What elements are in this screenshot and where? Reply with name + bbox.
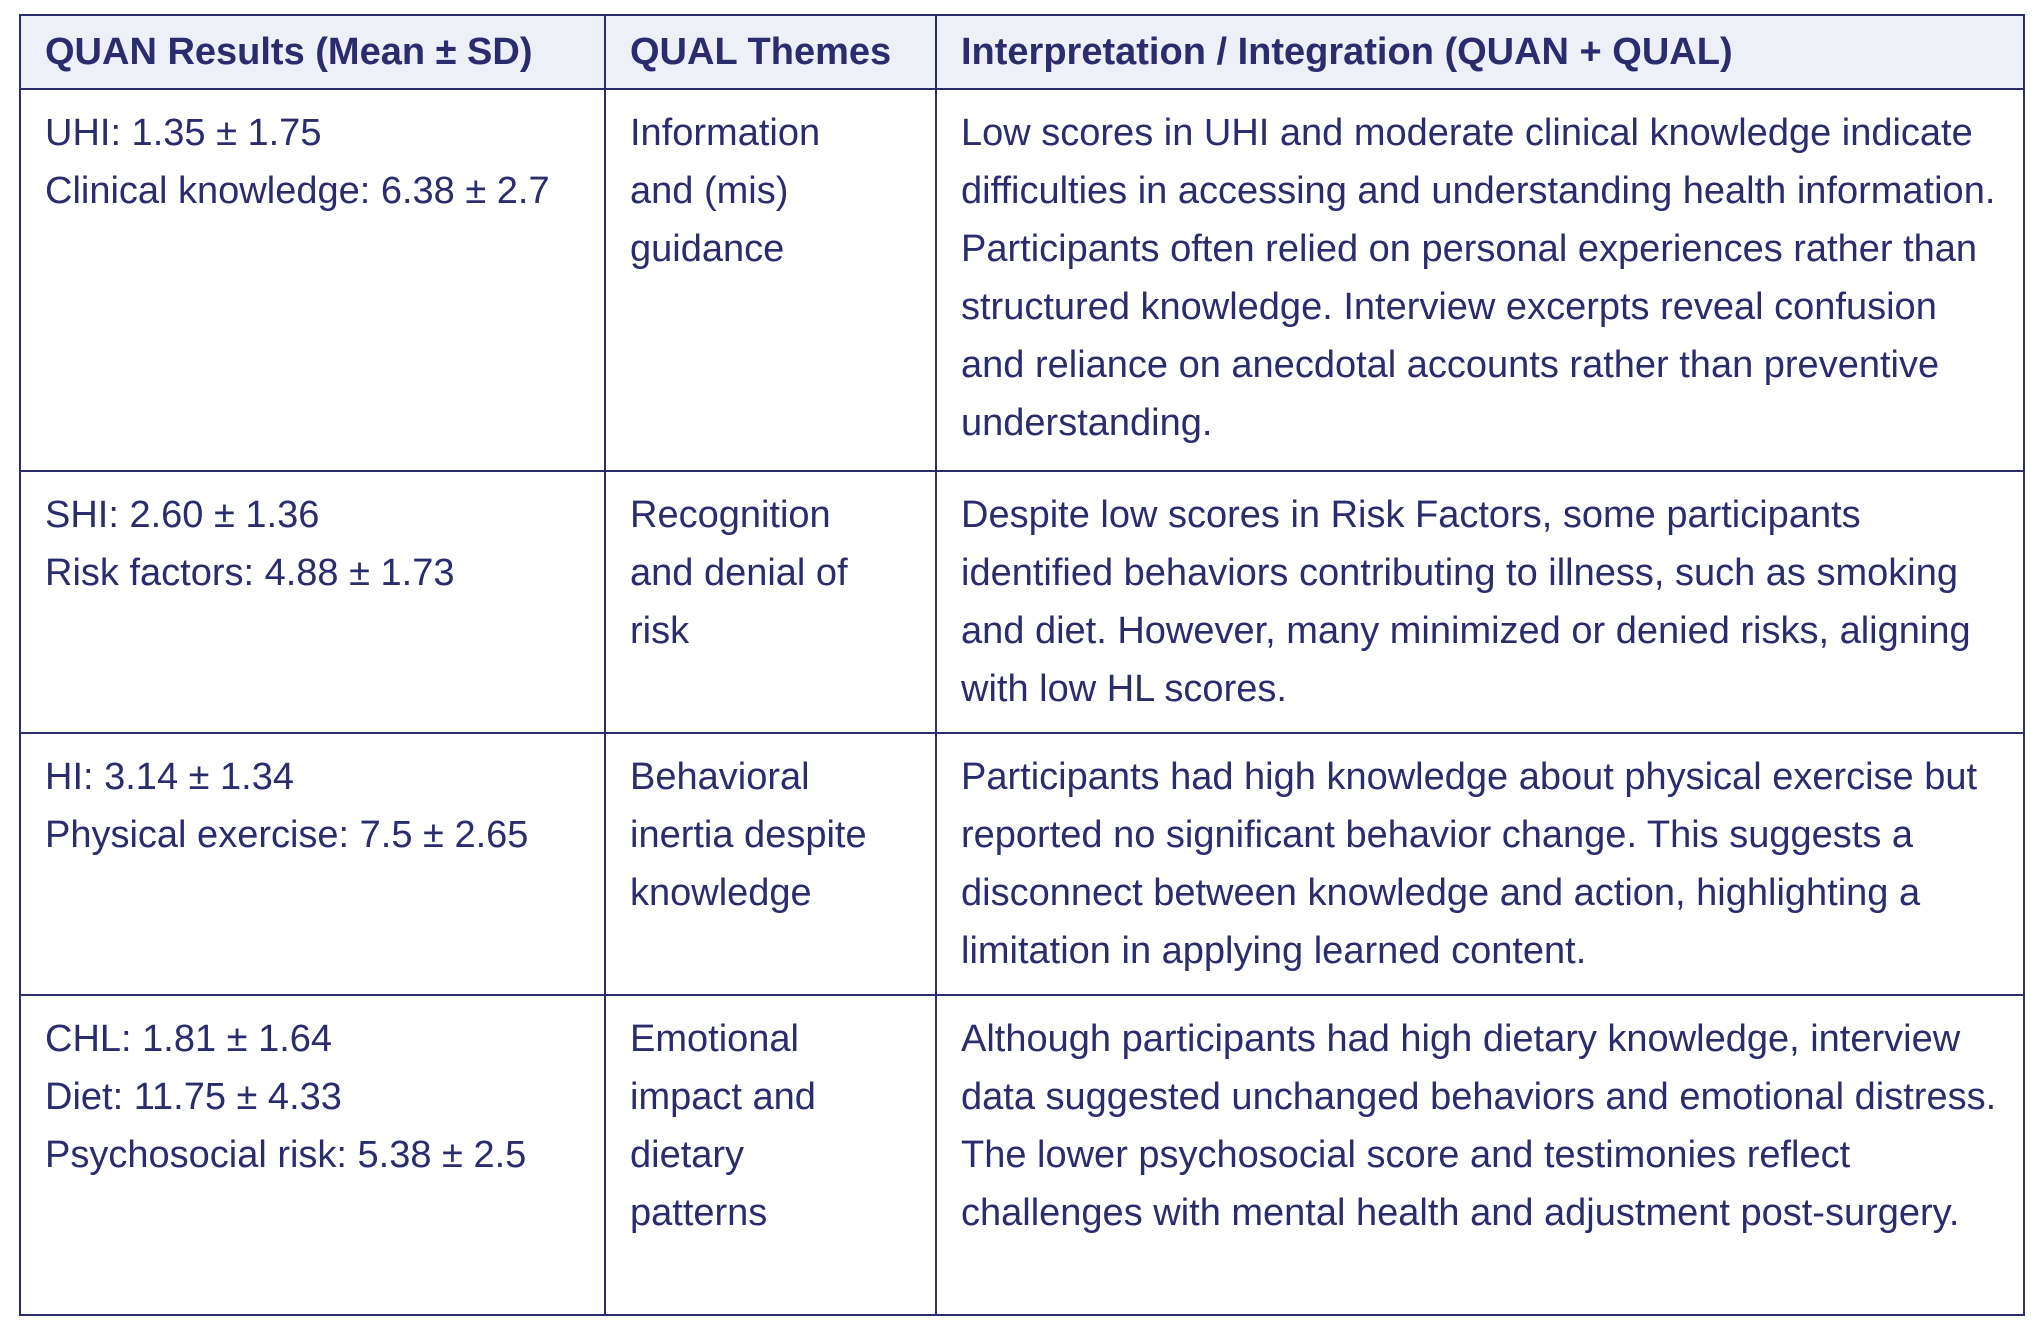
quan-value: Risk factors: 4.88 ± 1.73 bbox=[45, 552, 455, 594]
qual-cell bbox=[605, 733, 936, 995]
qual-cell bbox=[605, 471, 936, 733]
header-row bbox=[20, 15, 2024, 89]
quan-cell bbox=[20, 733, 605, 995]
table-row bbox=[20, 995, 2024, 1315]
interpretation-text: Low scores in UHI and moderate clinical knowledge indicate difficulties in accessing and understanding health information. Participants often relied on personal experiences rather than structured knowledge. Interview excerpts reveal confusion and reliance on anecdotal accounts rather than preventive understanding. bbox=[961, 112, 1996, 444]
interpretation-text: Although participants had high dietary knowledge, interview data suggested unchanged behaviors and emotional distress. The lower psychosocial score and testimonies reflect challenges with mental health and adjustment post-surgery. bbox=[961, 1018, 1997, 1234]
interpretation-cell bbox=[936, 471, 2024, 733]
table-body bbox=[20, 89, 2024, 1315]
qual-cell bbox=[605, 89, 936, 471]
qual-cell bbox=[605, 995, 936, 1315]
results-integration-table-container bbox=[19, 14, 2023, 1316]
interpretation-text: Participants had high knowledge about physical exercise but reported no significant behavior change. This suggests a disconnect between knowledge and action, highlighting a limitation in applying learned content. bbox=[961, 756, 1978, 972]
results-integration-table bbox=[19, 14, 2025, 1316]
quan-value: CHL: 1.81 ± 1.64 bbox=[45, 1018, 333, 1060]
header-quan-results: QUAN Results (Mean ± SD) bbox=[20, 15, 605, 89]
qual-theme: Information and (mis) guidance bbox=[630, 112, 821, 270]
quan-value: UHI: 1.35 ± 1.75 bbox=[45, 112, 322, 154]
quan-value: HI: 3.14 ± 1.34 bbox=[45, 756, 295, 798]
qual-theme: Behavioral inertia despite knowledge bbox=[630, 756, 867, 914]
interpretation-cell bbox=[936, 733, 2024, 995]
qual-theme: Recognition and denial of risk bbox=[630, 494, 848, 652]
interpretation-cell bbox=[936, 995, 2024, 1315]
quan-value: Diet: 11.75 ± 4.33 bbox=[45, 1076, 342, 1118]
quan-value: SHI: 2.60 ± 1.36 bbox=[45, 494, 320, 536]
quan-cell bbox=[20, 995, 605, 1315]
table-row bbox=[20, 89, 2024, 471]
interpretation-text: Despite low scores in Risk Factors, some participants identified behaviors contributing to illness, such as smoking and diet. However, many minimized or denied risks, aligning with low HL scores. bbox=[961, 494, 1971, 710]
qual-theme: Emotional impact and dietary patterns bbox=[630, 1018, 816, 1234]
table-row bbox=[20, 471, 2024, 733]
table-row bbox=[20, 733, 2024, 995]
quan-cell bbox=[20, 471, 605, 733]
header-interpretation: Interpretation / Integration (QUAN + QUAL) bbox=[936, 15, 2024, 89]
quan-value: Psychosocial risk: 5.38 ± 2.5 bbox=[45, 1134, 527, 1176]
table-header bbox=[20, 15, 2024, 89]
quan-value: Clinical knowledge: 6.38 ± 2.7 bbox=[45, 170, 550, 212]
interpretation-cell bbox=[936, 89, 2024, 471]
quan-value: Physical exercise: 7.5 ± 2.65 bbox=[45, 814, 529, 856]
quan-cell bbox=[20, 89, 605, 471]
header-qual-themes: QUAL Themes bbox=[605, 15, 936, 89]
